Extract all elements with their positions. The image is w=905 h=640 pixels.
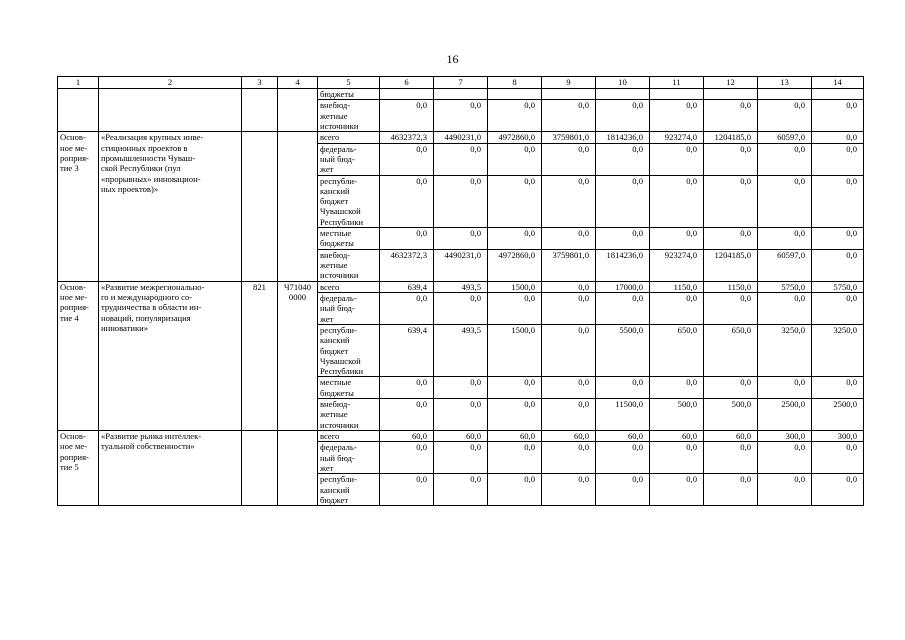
funding-source-cell: внебюд- жетные источники <box>318 399 380 431</box>
amount-cell: 0,0 <box>812 474 864 506</box>
amount-cell: 0,0 <box>434 292 488 324</box>
funding-source-cell: федераль- ный бюд- жет <box>318 442 380 474</box>
event-name-cell <box>58 89 99 132</box>
target-article-cell: Ч71040 0000 <box>278 281 318 430</box>
amount-cell: 0,0 <box>596 442 650 474</box>
amount-cell: 0,0 <box>380 100 434 132</box>
budget-table <box>57 76 864 506</box>
amount-cell: 0,0 <box>596 474 650 506</box>
event-name-cell: Основ- ное ме- роприя- тие 3 <box>58 132 99 281</box>
amount-cell: 0,0 <box>488 377 542 399</box>
amount-cell: 0,0 <box>380 175 434 228</box>
table-row <box>58 431 864 442</box>
grbs-code-cell: 821 <box>242 281 278 430</box>
amount-cell: 493,5 <box>434 281 488 292</box>
column-header-4: 4 <box>278 77 318 89</box>
amount-cell: 0,0 <box>704 377 758 399</box>
amount-cell: 0,0 <box>650 175 704 228</box>
amount-cell: 0,0 <box>488 100 542 132</box>
amount-cell: 4632372,3 <box>380 249 434 281</box>
amount-cell: 0,0 <box>704 175 758 228</box>
amount-cell: 0,0 <box>434 100 488 132</box>
amount-cell: 0,0 <box>758 442 812 474</box>
funding-source-cell: всего <box>318 431 380 442</box>
column-header-2: 2 <box>99 77 242 89</box>
amount-cell: 0,0 <box>596 143 650 175</box>
amount-cell: 60,0 <box>650 431 704 442</box>
amount-cell: 0,0 <box>758 175 812 228</box>
amount-cell: 1204185,0 <box>704 249 758 281</box>
amount-cell: 0,0 <box>488 442 542 474</box>
amount-cell: 0,0 <box>596 100 650 132</box>
amount-cell: 0,0 <box>542 377 596 399</box>
amount-cell: 0,0 <box>596 377 650 399</box>
column-header-5: 5 <box>318 77 380 89</box>
grbs-code-cell <box>242 132 278 281</box>
amount-cell: 0,0 <box>542 442 596 474</box>
amount-cell: 500,0 <box>704 399 758 431</box>
amount-cell: 1814236,0 <box>596 249 650 281</box>
amount-cell: 493,5 <box>434 324 488 377</box>
target-article-cell <box>278 132 318 281</box>
amount-cell <box>542 89 596 100</box>
amount-cell: 0,0 <box>704 143 758 175</box>
amount-cell: 0,0 <box>488 175 542 228</box>
amount-cell <box>380 89 434 100</box>
amount-cell: 0,0 <box>434 143 488 175</box>
amount-cell: 0,0 <box>758 474 812 506</box>
column-header-7: 7 <box>434 77 488 89</box>
header-row <box>58 77 864 89</box>
amount-cell <box>434 89 488 100</box>
amount-cell: 11500,0 <box>596 399 650 431</box>
amount-cell: 4632372,3 <box>380 132 434 143</box>
funding-source-cell: федераль- ный бюд- жет <box>318 292 380 324</box>
amount-cell: 0,0 <box>542 100 596 132</box>
column-header-10: 10 <box>596 77 650 89</box>
column-header-14: 14 <box>812 77 864 89</box>
amount-cell: 5500,0 <box>596 324 650 377</box>
amount-cell <box>812 89 864 100</box>
amount-cell: 3250,0 <box>812 324 864 377</box>
event-title-cell <box>99 89 242 132</box>
funding-source-cell: бюджеты <box>318 89 380 100</box>
funding-source-cell: республи- канский бюджет <box>318 474 380 506</box>
amount-cell: 1204185,0 <box>704 132 758 143</box>
amount-cell: 60,0 <box>488 431 542 442</box>
amount-cell: 639,4 <box>380 324 434 377</box>
amount-cell: 0,0 <box>434 377 488 399</box>
column-header-6: 6 <box>380 77 434 89</box>
amount-cell: 0,0 <box>650 100 704 132</box>
amount-cell: 0,0 <box>596 228 650 250</box>
amount-cell: 0,0 <box>488 143 542 175</box>
amount-cell: 0,0 <box>542 175 596 228</box>
amount-cell: 0,0 <box>704 100 758 132</box>
amount-cell: 0,0 <box>650 442 704 474</box>
amount-cell: 0,0 <box>704 292 758 324</box>
amount-cell: 0,0 <box>380 474 434 506</box>
amount-cell: 0,0 <box>596 292 650 324</box>
funding-source-cell: всего <box>318 281 380 292</box>
table-row <box>58 132 864 143</box>
amount-cell: 0,0 <box>812 100 864 132</box>
amount-cell: 2500,0 <box>758 399 812 431</box>
amount-cell: 300,0 <box>758 431 812 442</box>
amount-cell: 1150,0 <box>704 281 758 292</box>
amount-cell: 0,0 <box>650 228 704 250</box>
amount-cell: 0,0 <box>758 292 812 324</box>
amount-cell: 2500,0 <box>812 399 864 431</box>
amount-cell: 0,0 <box>704 474 758 506</box>
amount-cell: 923274,0 <box>650 249 704 281</box>
amount-cell: 0,0 <box>650 292 704 324</box>
column-header-11: 11 <box>650 77 704 89</box>
amount-cell: 0,0 <box>434 228 488 250</box>
amount-cell <box>596 89 650 100</box>
funding-source-cell: внебюд- жетные источники <box>318 249 380 281</box>
funding-source-cell: местные бюджеты <box>318 377 380 399</box>
event-title-cell: «Реализация крупных инве- стиционных проектов в промышленности Чуваш- ской Республики (пул «прорывных» инновацион- ных проектов)» <box>99 132 242 281</box>
amount-cell: 639,4 <box>380 281 434 292</box>
amount-cell: 0,0 <box>704 442 758 474</box>
event-title-cell: «Развитие рынка интеллек- туальной собственности» <box>99 431 242 506</box>
funding-source-cell: республи- канский бюджет Чувашской Республики <box>318 324 380 377</box>
amount-cell <box>704 89 758 100</box>
amount-cell: 0,0 <box>488 228 542 250</box>
amount-cell: 0,0 <box>812 249 864 281</box>
amount-cell: 0,0 <box>542 228 596 250</box>
amount-cell: 4972860,0 <box>488 132 542 143</box>
amount-cell: 0,0 <box>434 399 488 431</box>
amount-cell: 500,0 <box>650 399 704 431</box>
table-row <box>58 89 864 100</box>
column-header-9: 9 <box>542 77 596 89</box>
amount-cell: 300,0 <box>812 431 864 442</box>
amount-cell: 0,0 <box>434 474 488 506</box>
amount-cell: 60,0 <box>596 431 650 442</box>
target-article-cell <box>278 431 318 506</box>
amount-cell: 1500,0 <box>488 324 542 377</box>
target-article-cell <box>278 89 318 132</box>
amount-cell: 60,0 <box>380 431 434 442</box>
amount-cell: 0,0 <box>812 377 864 399</box>
amount-cell <box>758 89 812 100</box>
column-header-3: 3 <box>242 77 278 89</box>
amount-cell: 0,0 <box>488 399 542 431</box>
column-header-12: 12 <box>704 77 758 89</box>
amount-cell: 0,0 <box>812 143 864 175</box>
amount-cell: 0,0 <box>758 100 812 132</box>
amount-cell: 60,0 <box>704 431 758 442</box>
amount-cell <box>488 89 542 100</box>
amount-cell: 0,0 <box>380 442 434 474</box>
amount-cell: 1814236,0 <box>596 132 650 143</box>
amount-cell: 0,0 <box>542 474 596 506</box>
event-name-cell: Основ- ное ме- роприя- тие 5 <box>58 431 99 506</box>
event-name-cell: Основ- ное ме- роприя- тие 4 <box>58 281 99 430</box>
column-header-13: 13 <box>758 77 812 89</box>
amount-cell: 3759801,0 <box>542 249 596 281</box>
amount-cell: 0,0 <box>380 292 434 324</box>
amount-cell: 1500,0 <box>488 281 542 292</box>
amount-cell: 0,0 <box>758 143 812 175</box>
amount-cell: 0,0 <box>812 132 864 143</box>
amount-cell: 0,0 <box>812 228 864 250</box>
grbs-code-cell <box>242 89 278 132</box>
amount-cell: 0,0 <box>380 399 434 431</box>
column-header-1: 1 <box>58 77 99 89</box>
amount-cell: 0,0 <box>434 442 488 474</box>
amount-cell: 0,0 <box>380 143 434 175</box>
amount-cell: 0,0 <box>704 228 758 250</box>
amount-cell: 60,0 <box>434 431 488 442</box>
amount-cell: 0,0 <box>542 399 596 431</box>
amount-cell: 0,0 <box>542 281 596 292</box>
amount-cell: 0,0 <box>488 474 542 506</box>
amount-cell: 60,0 <box>542 431 596 442</box>
amount-cell: 0,0 <box>596 175 650 228</box>
amount-cell: 60597,0 <box>758 249 812 281</box>
amount-cell: 3250,0 <box>758 324 812 377</box>
table-row <box>58 281 864 292</box>
amount-cell: 0,0 <box>650 377 704 399</box>
amount-cell: 5750,0 <box>812 281 864 292</box>
column-header-8: 8 <box>488 77 542 89</box>
funding-source-cell: местные бюджеты <box>318 228 380 250</box>
amount-cell: 17000,0 <box>596 281 650 292</box>
amount-cell: 5750,0 <box>758 281 812 292</box>
amount-cell: 650,0 <box>704 324 758 377</box>
amount-cell: 4490231,0 <box>434 132 488 143</box>
amount-cell: 0,0 <box>380 377 434 399</box>
amount-cell: 0,0 <box>434 175 488 228</box>
amount-cell: 3759801,0 <box>542 132 596 143</box>
event-title-cell: «Развитие межрегионально- го и международного со- трудничества в области ин- новаций, популяризация инноватики» <box>99 281 242 430</box>
amount-cell: 4972860,0 <box>488 249 542 281</box>
amount-cell <box>650 89 704 100</box>
amount-cell: 0,0 <box>758 377 812 399</box>
amount-cell: 4490231,0 <box>434 249 488 281</box>
amount-cell: 0,0 <box>380 228 434 250</box>
amount-cell: 0,0 <box>542 292 596 324</box>
amount-cell: 0,0 <box>542 143 596 175</box>
funding-source-cell: федераль- ный бюд- жет <box>318 143 380 175</box>
amount-cell: 650,0 <box>650 324 704 377</box>
amount-cell: 60597,0 <box>758 132 812 143</box>
amount-cell: 1150,0 <box>650 281 704 292</box>
amount-cell: 923274,0 <box>650 132 704 143</box>
amount-cell: 0,0 <box>812 442 864 474</box>
amount-cell: 0,0 <box>812 292 864 324</box>
amount-cell: 0,0 <box>542 324 596 377</box>
funding-source-cell: республи- канский бюджет Чувашской Республики <box>318 175 380 228</box>
amount-cell: 0,0 <box>650 474 704 506</box>
funding-source-cell: всего <box>318 132 380 143</box>
page-number: 16 <box>446 52 459 66</box>
amount-cell: 0,0 <box>812 175 864 228</box>
grbs-code-cell <box>242 431 278 506</box>
amount-cell: 0,0 <box>758 228 812 250</box>
amount-cell: 0,0 <box>488 292 542 324</box>
amount-cell: 0,0 <box>650 143 704 175</box>
funding-source-cell: внебюд- жетные источники <box>318 100 380 132</box>
